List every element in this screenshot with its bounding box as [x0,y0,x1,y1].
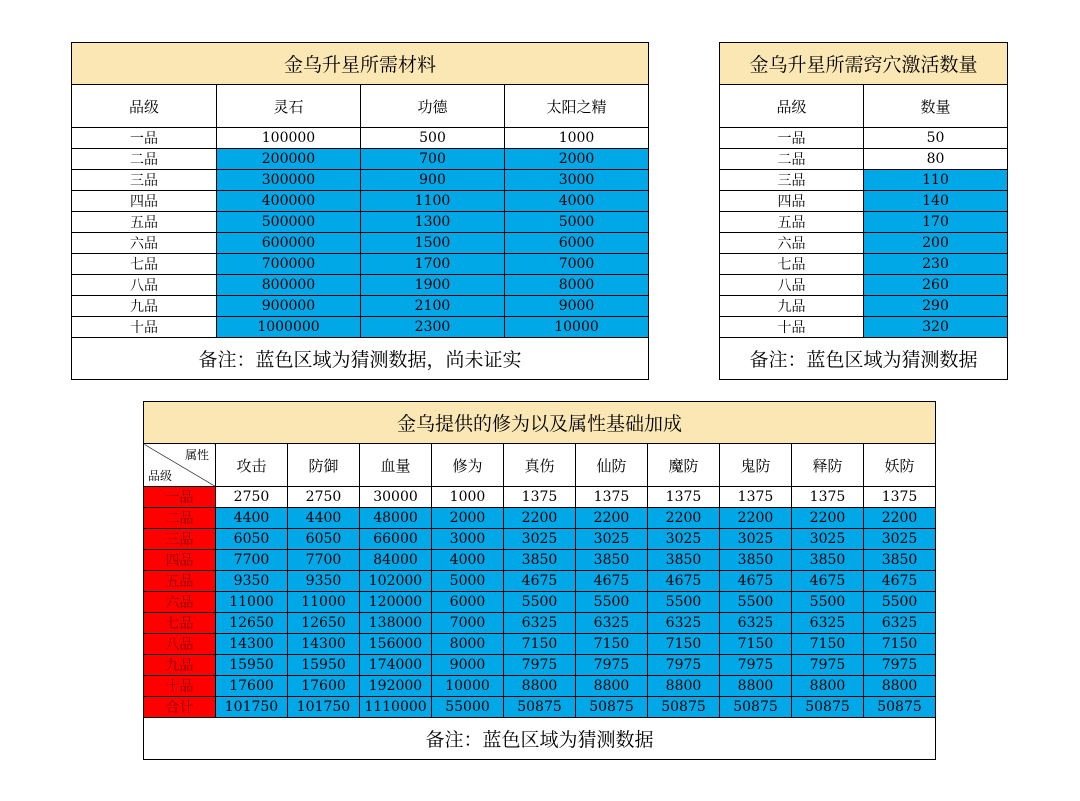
value-cell: 1375 [576,487,648,508]
value-cell: 1000 [505,128,649,149]
value-cell: 5000 [505,212,649,233]
value-cell: 2100 [361,296,505,317]
grade-cell: 三品 [720,170,864,191]
value-cell: 7150 [792,634,864,655]
value-cell: 5500 [792,592,864,613]
value-cell: 500000 [217,212,361,233]
grade-cell: 九品 [720,296,864,317]
value-cell: 7150 [864,634,936,655]
value-cell: 7150 [720,634,792,655]
table-row [72,233,649,254]
attributes-table [143,401,936,760]
value-cell: 3850 [576,550,648,571]
table-row [720,149,1008,170]
value-cell: 7000 [505,254,649,275]
value-cell: 140 [864,191,1008,212]
value-cell: 1375 [648,487,720,508]
value-cell: 900 [361,170,505,191]
value-cell: 66000 [360,529,432,550]
value-cell: 12650 [216,613,288,634]
column-header: 仙防 [576,444,648,487]
value-cell: 100000 [217,128,361,149]
value-cell: 2200 [648,508,720,529]
table-row [144,550,936,571]
value-cell: 6325 [648,613,720,634]
acupoint-table [719,42,1008,380]
value-cell: 4675 [792,571,864,592]
value-cell: 9350 [288,571,360,592]
value-cell: 8800 [720,676,792,697]
value-cell: 9000 [432,655,504,676]
value-cell: 11000 [216,592,288,613]
grade-cell: 十品 [72,317,217,338]
table-row [720,296,1008,317]
value-cell: 50875 [864,697,936,718]
column-header: 防御 [288,444,360,487]
value-cell: 2000 [505,149,649,170]
table-row [720,233,1008,254]
table-row [144,487,936,508]
value-cell: 12650 [288,613,360,634]
value-cell: 5500 [504,592,576,613]
table-row [720,275,1008,296]
value-cell: 1100 [361,191,505,212]
grade-cell: 五品 [720,212,864,233]
value-cell: 7000 [432,613,504,634]
column-header: 品级 [72,85,217,128]
value-cell: 6325 [504,613,576,634]
value-cell: 14300 [288,634,360,655]
grade-cell: 四品 [144,550,216,571]
grade-cell: 十品 [720,317,864,338]
value-cell: 230 [864,254,1008,275]
grade-cell: 五品 [144,571,216,592]
column-header: 妖防 [864,444,936,487]
table-row [720,128,1008,149]
value-cell: 4675 [720,571,792,592]
value-cell: 9350 [216,571,288,592]
column-header: 释防 [792,444,864,487]
value-cell: 11000 [288,592,360,613]
value-cell: 102000 [360,571,432,592]
value-cell: 4675 [504,571,576,592]
value-cell: 50 [864,128,1008,149]
value-cell: 3025 [648,529,720,550]
value-cell: 3850 [504,550,576,571]
value-cell: 8000 [505,275,649,296]
column-header: 品级 [720,85,864,128]
value-cell: 5500 [864,592,936,613]
value-cell: 2200 [864,508,936,529]
value-cell: 3025 [504,529,576,550]
value-cell: 800000 [217,275,361,296]
value-cell: 3850 [648,550,720,571]
value-cell: 4000 [505,191,649,212]
value-cell: 2200 [792,508,864,529]
value-cell: 7975 [720,655,792,676]
value-cell: 101750 [216,697,288,718]
materials-note: 备注：蓝色区域为猜测数据，尚未证实 [72,338,649,380]
value-cell: 200000 [217,149,361,170]
value-cell: 17600 [216,676,288,697]
grade-cell: 七品 [144,613,216,634]
grade-cell: 五品 [72,212,217,233]
grade-cell: 六品 [720,233,864,254]
value-cell: 6325 [720,613,792,634]
value-cell: 2200 [720,508,792,529]
value-cell: 3025 [720,529,792,550]
grade-cell: 二品 [72,149,217,170]
table-row [72,128,649,149]
value-cell: 4675 [576,571,648,592]
value-cell: 7975 [864,655,936,676]
value-cell: 8800 [648,676,720,697]
grade-cell: 八品 [144,634,216,655]
value-cell: 50875 [504,697,576,718]
grade-cell: 一品 [72,128,217,149]
column-header: 太阳之精 [505,85,649,128]
value-cell: 6000 [505,233,649,254]
value-cell: 8800 [864,676,936,697]
value-cell: 260 [864,275,1008,296]
value-cell: 138000 [360,613,432,634]
value-cell: 4000 [432,550,504,571]
value-cell: 6050 [288,529,360,550]
value-cell: 2750 [288,487,360,508]
value-cell: 2300 [361,317,505,338]
grade-cell: 六品 [144,592,216,613]
acupoint-title: 金乌升星所需窍穴激活数量 [720,43,1008,85]
value-cell: 7975 [648,655,720,676]
value-cell: 7700 [216,550,288,571]
table-row [720,254,1008,275]
table-row [720,191,1008,212]
value-cell: 7700 [288,550,360,571]
value-cell: 1110000 [360,697,432,718]
value-cell: 2750 [216,487,288,508]
value-cell: 1300 [361,212,505,233]
value-cell: 48000 [360,508,432,529]
value-cell: 290 [864,296,1008,317]
table-row [72,275,649,296]
column-header: 血量 [360,444,432,487]
table-row [144,655,936,676]
grade-cell: 八品 [72,275,217,296]
grade-cell: 三品 [144,529,216,550]
value-cell: 5000 [432,571,504,592]
value-cell: 50875 [648,697,720,718]
column-header: 功德 [361,85,505,128]
table-row [720,317,1008,338]
value-cell: 17600 [288,676,360,697]
value-cell: 15950 [288,655,360,676]
grade-cell: 三品 [72,170,217,191]
value-cell: 170 [864,212,1008,233]
value-cell: 8800 [504,676,576,697]
value-cell: 80 [864,149,1008,170]
table-row [72,212,649,233]
column-header: 数量 [864,85,1008,128]
value-cell: 500 [361,128,505,149]
value-cell: 120000 [360,592,432,613]
value-cell: 700000 [217,254,361,275]
value-cell: 1375 [864,487,936,508]
value-cell: 3025 [576,529,648,550]
value-cell: 700 [361,149,505,170]
table-row [72,149,649,170]
value-cell: 1375 [504,487,576,508]
grade-cell: 二品 [144,508,216,529]
table-row [144,592,936,613]
value-cell: 6050 [216,529,288,550]
value-cell: 15950 [216,655,288,676]
grade-cell: 合计 [144,697,216,718]
value-cell: 101750 [288,697,360,718]
value-cell: 156000 [360,634,432,655]
attributes-title: 金乌提供的修为以及属性基础加成 [144,402,936,444]
value-cell: 5500 [648,592,720,613]
value-cell: 4675 [864,571,936,592]
value-cell: 3850 [864,550,936,571]
value-cell: 9000 [505,296,649,317]
value-cell: 7975 [576,655,648,676]
value-cell: 2200 [504,508,576,529]
value-cell: 6325 [792,613,864,634]
grade-cell: 九品 [144,655,216,676]
value-cell: 1000000 [217,317,361,338]
value-cell: 192000 [360,676,432,697]
value-cell: 8800 [576,676,648,697]
value-cell: 14300 [216,634,288,655]
value-cell: 55000 [432,697,504,718]
table-row [72,254,649,275]
table-row [72,296,649,317]
value-cell: 1900 [361,275,505,296]
table-row [144,508,936,529]
value-cell: 3850 [792,550,864,571]
value-cell: 300000 [217,170,361,191]
value-cell: 1375 [720,487,792,508]
value-cell: 1500 [361,233,505,254]
value-cell: 6325 [864,613,936,634]
materials-title: 金乌升星所需材料 [72,43,649,85]
column-header: 鬼防 [720,444,792,487]
grade-cell: 一品 [720,128,864,149]
column-header: 灵石 [217,85,361,128]
table-row [72,191,649,212]
value-cell: 6000 [432,592,504,613]
value-cell: 7975 [792,655,864,676]
value-cell: 900000 [217,296,361,317]
value-cell: 1375 [792,487,864,508]
value-cell: 7150 [576,634,648,655]
corner-grade-label: 品级 [148,469,173,483]
attributes-note: 备注：蓝色区域为猜测数据 [144,718,936,760]
value-cell: 4675 [648,571,720,592]
table-row [144,571,936,592]
value-cell: 3025 [864,529,936,550]
value-cell: 174000 [360,655,432,676]
column-header: 魔防 [648,444,720,487]
value-cell: 3000 [432,529,504,550]
corner-attribute-label: 属性 [184,448,209,462]
materials-table [71,42,649,380]
value-cell: 7975 [504,655,576,676]
value-cell: 10000 [432,676,504,697]
value-cell: 30000 [360,487,432,508]
table-row [720,170,1008,191]
value-cell: 8800 [792,676,864,697]
value-cell: 110 [864,170,1008,191]
column-header: 攻击 [216,444,288,487]
grade-cell: 六品 [72,233,217,254]
value-cell: 7150 [648,634,720,655]
value-cell: 50875 [576,697,648,718]
value-cell: 50875 [720,697,792,718]
value-cell: 3025 [792,529,864,550]
grade-cell: 四品 [720,191,864,212]
value-cell: 1000 [432,487,504,508]
column-header: 真伤 [504,444,576,487]
acupoint-note: 备注：蓝色区域为猜测数据 [720,338,1008,380]
value-cell: 4400 [216,508,288,529]
value-cell: 4400 [288,508,360,529]
value-cell: 5500 [720,592,792,613]
value-cell: 2200 [576,508,648,529]
value-cell: 50875 [792,697,864,718]
value-cell: 1700 [361,254,505,275]
value-cell: 600000 [217,233,361,254]
value-cell: 3000 [505,170,649,191]
table-row [72,317,649,338]
value-cell: 200 [864,233,1008,254]
grade-cell: 十品 [144,676,216,697]
value-cell: 84000 [360,550,432,571]
table-row [144,613,936,634]
grade-cell: 一品 [144,487,216,508]
table-row [720,212,1008,233]
grade-cell: 八品 [720,275,864,296]
table-row [144,697,936,718]
value-cell: 6325 [576,613,648,634]
grade-cell: 七品 [720,254,864,275]
value-cell: 320 [864,317,1008,338]
value-cell: 3850 [720,550,792,571]
value-cell: 10000 [505,317,649,338]
grade-cell: 二品 [720,149,864,170]
value-cell: 2000 [432,508,504,529]
column-header: 修为 [432,444,504,487]
table-row [72,170,649,191]
value-cell: 400000 [217,191,361,212]
table-row [144,634,936,655]
grade-cell: 九品 [72,296,217,317]
grade-cell: 七品 [72,254,217,275]
value-cell: 8000 [432,634,504,655]
corner-cell [144,444,216,487]
table-row [144,676,936,697]
value-cell: 7150 [504,634,576,655]
grade-cell: 四品 [72,191,217,212]
value-cell: 5500 [576,592,648,613]
table-row [144,529,936,550]
